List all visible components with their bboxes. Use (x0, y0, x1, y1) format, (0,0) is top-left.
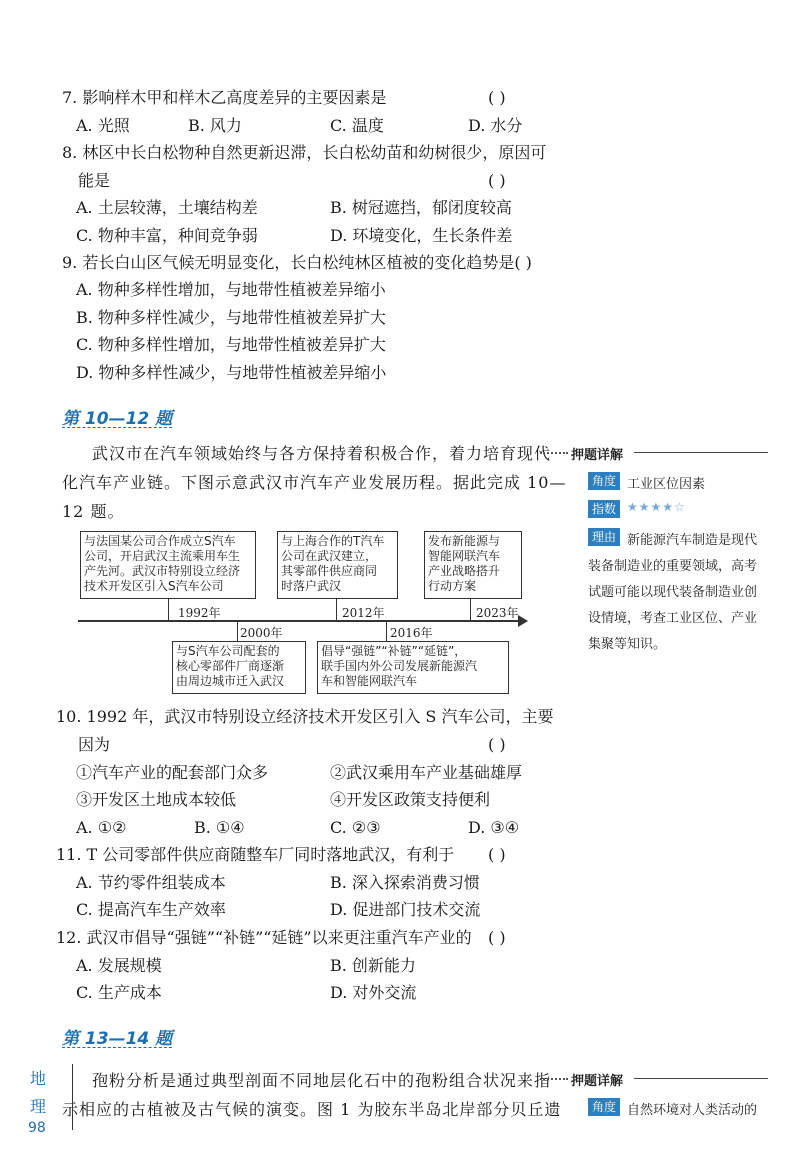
q9-option-d: D. 物种多样性减少，与地带性植被差异缩小 (76, 363, 387, 382)
q12-option-a: A. 发展规模 (76, 956, 162, 975)
q8-paren: ( ) (488, 171, 506, 190)
timeline-box-1992: 与法国某公司合作成立S汽车 公司，开启武汉主流乘用车生 产先河。武汉市特别设立经济 技术开发区引入S汽车公司 (80, 531, 256, 599)
index-tag: 指数 (588, 500, 620, 518)
q10-item-2: ②武汉乘用车产业基础雄厚 (330, 763, 523, 782)
angle-tag: 角度 (588, 472, 620, 490)
section1-para-line1: 武汉市在汽车领域始终与各方保持着积极合作，着力培育现代 (92, 444, 552, 463)
q10-item-3: ③开发区土地成本较低 (76, 790, 237, 809)
section2-para-line2: 示相应的古植被及古气候的演变。图 1 为胶东半岛北岸部分贝丘遗 (62, 1100, 562, 1119)
margin-rule (72, 1064, 73, 1130)
q8-stem-cont: 能是 (78, 171, 111, 190)
q7-option-a: A. 光照 (76, 116, 130, 135)
q10-item-1: ①汽车产业的配套部门众多 (76, 763, 269, 782)
side-header: 押题详解 (571, 448, 624, 463)
reason-line-1: 新能源汽车制造是现代 (627, 533, 758, 548)
reason-tag: 理由 (588, 528, 620, 546)
reason-line-3: 试题可能以现代装备制造业创 (588, 585, 758, 600)
q10-item-4: ④开发区政策支持便利 (330, 790, 491, 809)
q11-option-a: A. 节约零件组装成本 (76, 873, 226, 892)
q10-option-c: C. ②③ (330, 818, 381, 837)
q11-option-b: B. 深入探索消费习惯 (330, 873, 480, 892)
subject-char-2: 理 (30, 1097, 47, 1116)
reason-line-4: 设情境，考查工业区位、产业 (588, 611, 758, 626)
side2-angle-text: 自然环境对人类活动的 (627, 1103, 758, 1118)
q9-stem: 9. 若长白山区气候无明显变化，长白松纯林区植被的变化趋势是( ) (62, 253, 532, 272)
reason-line-2: 装备制造业的重要领域，高考 (588, 559, 758, 574)
q10-stem-cont: 因为 (78, 735, 111, 754)
q8-option-a: A. 土层较薄，土壤结构差 (76, 198, 258, 217)
connector-1992 (168, 599, 169, 621)
timeline-arrow-icon (518, 615, 528, 627)
timeline-box-2000: 与S汽车公司配套的 核心零部件厂商逐渐 由周边城市迁入武汉 (172, 641, 306, 694)
q7-option-d: D. 水分 (468, 116, 523, 135)
q10-option-d: D. ③④ (468, 818, 520, 837)
q12-option-d: D. 对外交流 (330, 983, 417, 1002)
section2-para-line1: 孢粉分析是通过典型剖面不同地层化石中的孢粉组合状况来指 (92, 1071, 552, 1090)
q7-paren: ( ) (488, 88, 506, 107)
timeline-box-2012: 与上海合作的T汽车 公司在武汉建立， 其零部件供应商同 时落户武汉 (277, 531, 398, 599)
section-title-10-12: 第 10—12 题 (62, 409, 173, 429)
year-2023: 2023年 (476, 606, 519, 620)
side2-dotted-line (540, 1078, 568, 1080)
side2-header: 押题详解 (571, 1074, 624, 1089)
section-underline (62, 427, 172, 428)
connector-2023 (470, 599, 471, 621)
year-2016: 2016年 (390, 626, 433, 640)
connector-2000 (237, 621, 238, 641)
q11-option-c: C. 提高汽车生产效率 (76, 900, 226, 919)
q9-option-a: A. 物种多样性增加，与地带性植被差异缩小 (76, 280, 386, 299)
section-title-13-14: 第 13—14 题 (62, 1029, 173, 1049)
subject-char-1: 地 (30, 1069, 47, 1088)
q8-option-b: B. 树冠遮挡，郁闭度较高 (330, 198, 512, 217)
year-2012: 2012年 (342, 606, 385, 620)
section1-para-line3: 12 题。 (62, 502, 125, 521)
q9-option-b: B. 物种多样性减少，与地带性植被差异扩大 (76, 308, 386, 327)
side-header-rule (634, 452, 768, 453)
q11-stem: 11. T 公司零部件供应商随整车厂同时落地武汉，有利于 (56, 845, 455, 864)
q7-option-c: C. 温度 (330, 116, 384, 135)
connector-2012 (336, 599, 337, 621)
q12-paren: ( ) (488, 928, 506, 947)
q10-option-b: B. ①④ (194, 818, 245, 837)
side-dotted-line (540, 452, 568, 454)
q8-stem: 8. 林区中长白松物种自然更新迟滞，长白松幼苗和幼树很少，原因可 (62, 143, 547, 162)
q12-option-c: C. 生产成本 (76, 983, 162, 1002)
reason-line-5: 集聚等知识。 (588, 637, 667, 652)
q11-option-d: D. 促进部门技术交流 (330, 900, 481, 919)
q8-option-d: D. 环境变化，生长条件差 (330, 226, 513, 245)
q9-option-c: C. 物种多样性增加，与地带性植被差异扩大 (76, 335, 386, 354)
section-underline-2 (62, 1047, 172, 1048)
difficulty-stars: ★★★★☆ (627, 500, 686, 514)
timeline-box-2023: 发布新能源与 智能网联汽车 产业战略搭升 行动方案 (424, 531, 522, 599)
side2-header-rule (634, 1078, 768, 1079)
q10-option-a: A. ①② (76, 818, 127, 837)
q10-paren: ( ) (488, 735, 506, 754)
side2-angle-tag: 角度 (588, 1098, 620, 1116)
q7-option-b: B. 风力 (188, 116, 242, 135)
page-number: 98 (28, 1120, 46, 1136)
connector-2016 (386, 621, 387, 641)
timeline-axis (78, 620, 520, 622)
q8-option-c: C. 物种丰富，种间竞争弱 (76, 226, 258, 245)
q11-paren: ( ) (488, 845, 506, 864)
timeline-box-2016: 倡导“强链”“补链”“延链”， 联手国内外公司发展新能源汽 车和智能网联汽车 (317, 641, 509, 694)
q7-stem: 7. 影响样木甲和样木乙高度差异的主要因素是 (62, 88, 387, 107)
section1-para-line2: 化汽车产业链。下图示意武汉市汽车产业发展历程。据此完成 10— (62, 473, 567, 492)
year-2000: 2000年 (240, 626, 283, 640)
year-1992: 1992年 (178, 606, 221, 620)
q10-stem: 10. 1992 年，武汉市特别设立经济技术开发区引入 S 汽车公司，主要 (56, 707, 554, 726)
q12-option-b: B. 创新能力 (330, 956, 416, 975)
angle-text: 工业区位因素 (627, 477, 706, 492)
q12-stem: 12. 武汉市倡导“强链”“补链”“延链”以来更注重汽车产业的 (56, 928, 472, 947)
